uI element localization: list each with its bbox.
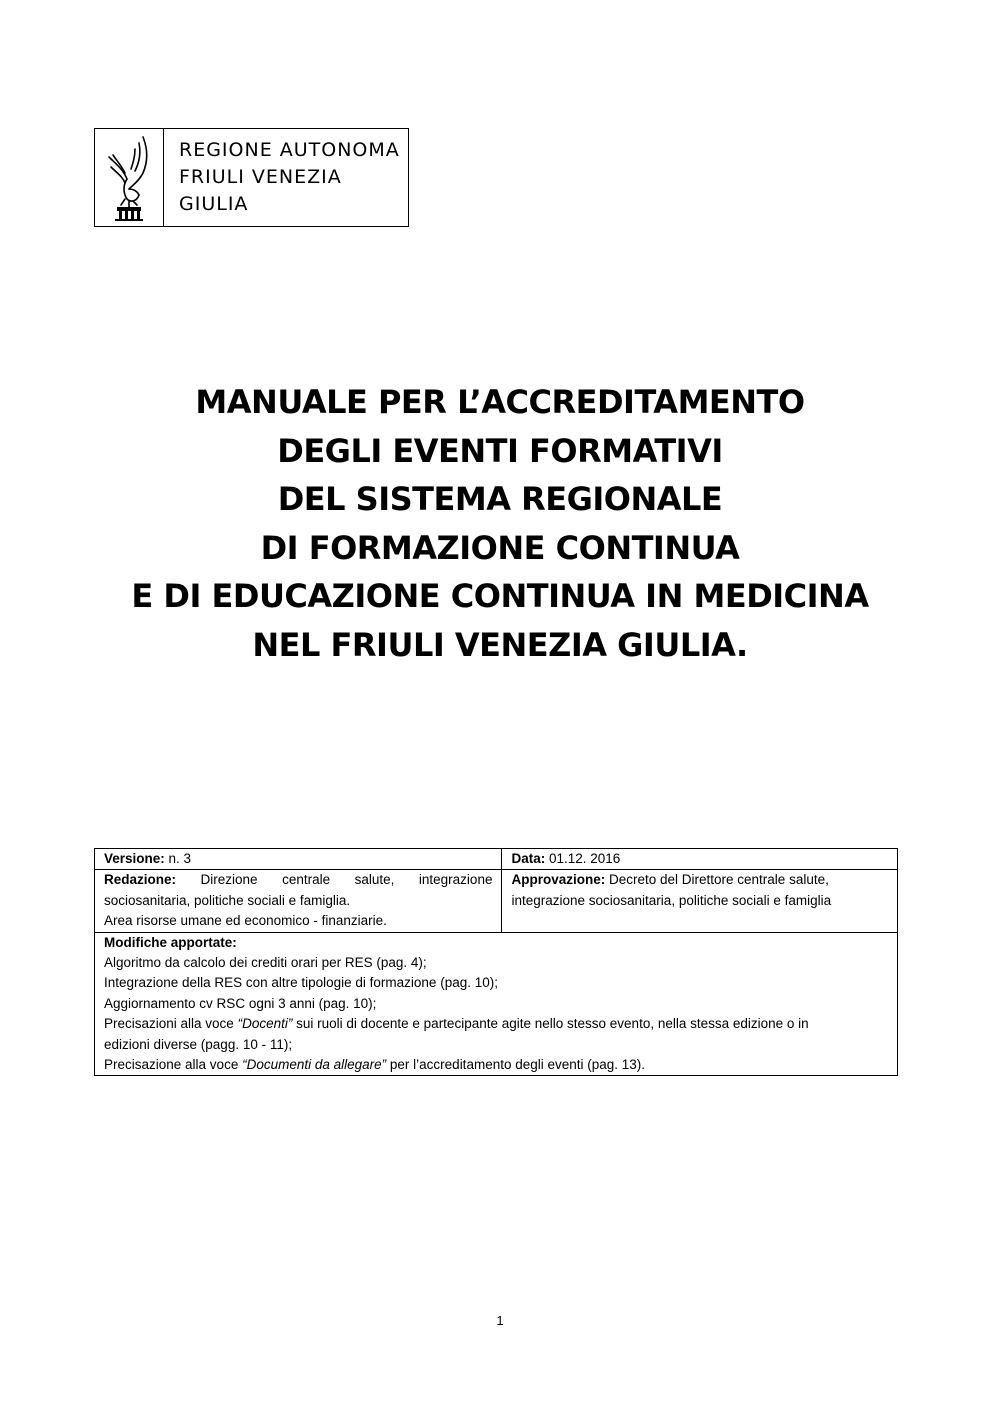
redazione-label: Redazione: [104,872,177,888]
modifiche-label: Modifiche apportate: [104,934,237,950]
list-item: Integrazione della RES con altre tipologie di formazione (pag. 10); [104,975,498,991]
redazione-cell [95,870,502,932]
data-value: 01.12. 2016 [545,851,621,866]
list-item [104,1014,888,1034]
list-item-text: Precisazione alla voce [104,1057,243,1073]
data-label: Data: [511,851,546,866]
list-item-text: per l’accreditamento degli eventi (pag. 13). [386,1057,646,1073]
table-row [95,849,898,870]
modifiche-cell [95,932,898,1076]
list-item-emphasis: “Documenti da allegare” [242,1057,387,1073]
title-line: DEL SISTEMA REGIONALE [277,480,723,518]
document-title [0,378,1000,669]
table-row [95,932,898,1076]
page-number: 1 [496,1313,504,1328]
title-line: MANUALE PER L’ACCREDITAMENTO [195,383,805,421]
data-cell [502,849,898,870]
redazione-value: Direzione centrale salute, integrazione sociosanitaria, politiche sociali e famiglia. [104,872,493,908]
approvazione-label: Approvazione: [511,872,606,888]
title-line: E DI EDUCAZIONE CONTINUA IN MEDICINA [131,577,869,615]
region-logo [94,128,409,227]
title-line: DI FORMAZIONE CONTINUA [260,528,740,567]
list-item: Aggiornamento cv RSC ogni 3 anni (pag. 10); [104,995,377,1011]
versione-cell [95,849,502,870]
list-item: Algoritmo da calcolo dei crediti orari per RES (pag. 4); [104,955,427,971]
table-row [95,870,898,932]
document-info-table [94,848,898,1076]
org-name-line2: FRIULI VENEZIA GIULIA [179,166,342,215]
title-line: DEGLI EVENTI FORMATIVI [277,431,723,470]
list-item-text: sui ruoli di docente e partecipante agite nello stesso evento, nella stessa edizione o in [292,1016,809,1032]
approvazione-cell [502,870,898,932]
versione-label: Versione: [104,851,165,866]
list-item [104,1055,888,1075]
list-item-text: Precisazioni alla voce [104,1016,238,1032]
redazione-text [104,870,492,911]
org-name-line1: REGIONE AUTONOMA [179,139,400,161]
redazione-area: Area risorse umane ed economico - finanziarie. [104,913,387,929]
approvazione-value: Decreto del Direttore centrale salute, integrazione sociosanitaria, politiche sociali e famiglia [511,872,832,908]
list-item-emphasis: “Docenti” [237,1016,293,1032]
eagle-icon [95,129,164,226]
title-line: NEL FRIULI VENEZIA GIULIA. [252,625,748,664]
versione-value: n. 3 [164,851,192,866]
list-item-continued: edizioni diverse (pagg. 10 - 11); [104,1036,293,1052]
